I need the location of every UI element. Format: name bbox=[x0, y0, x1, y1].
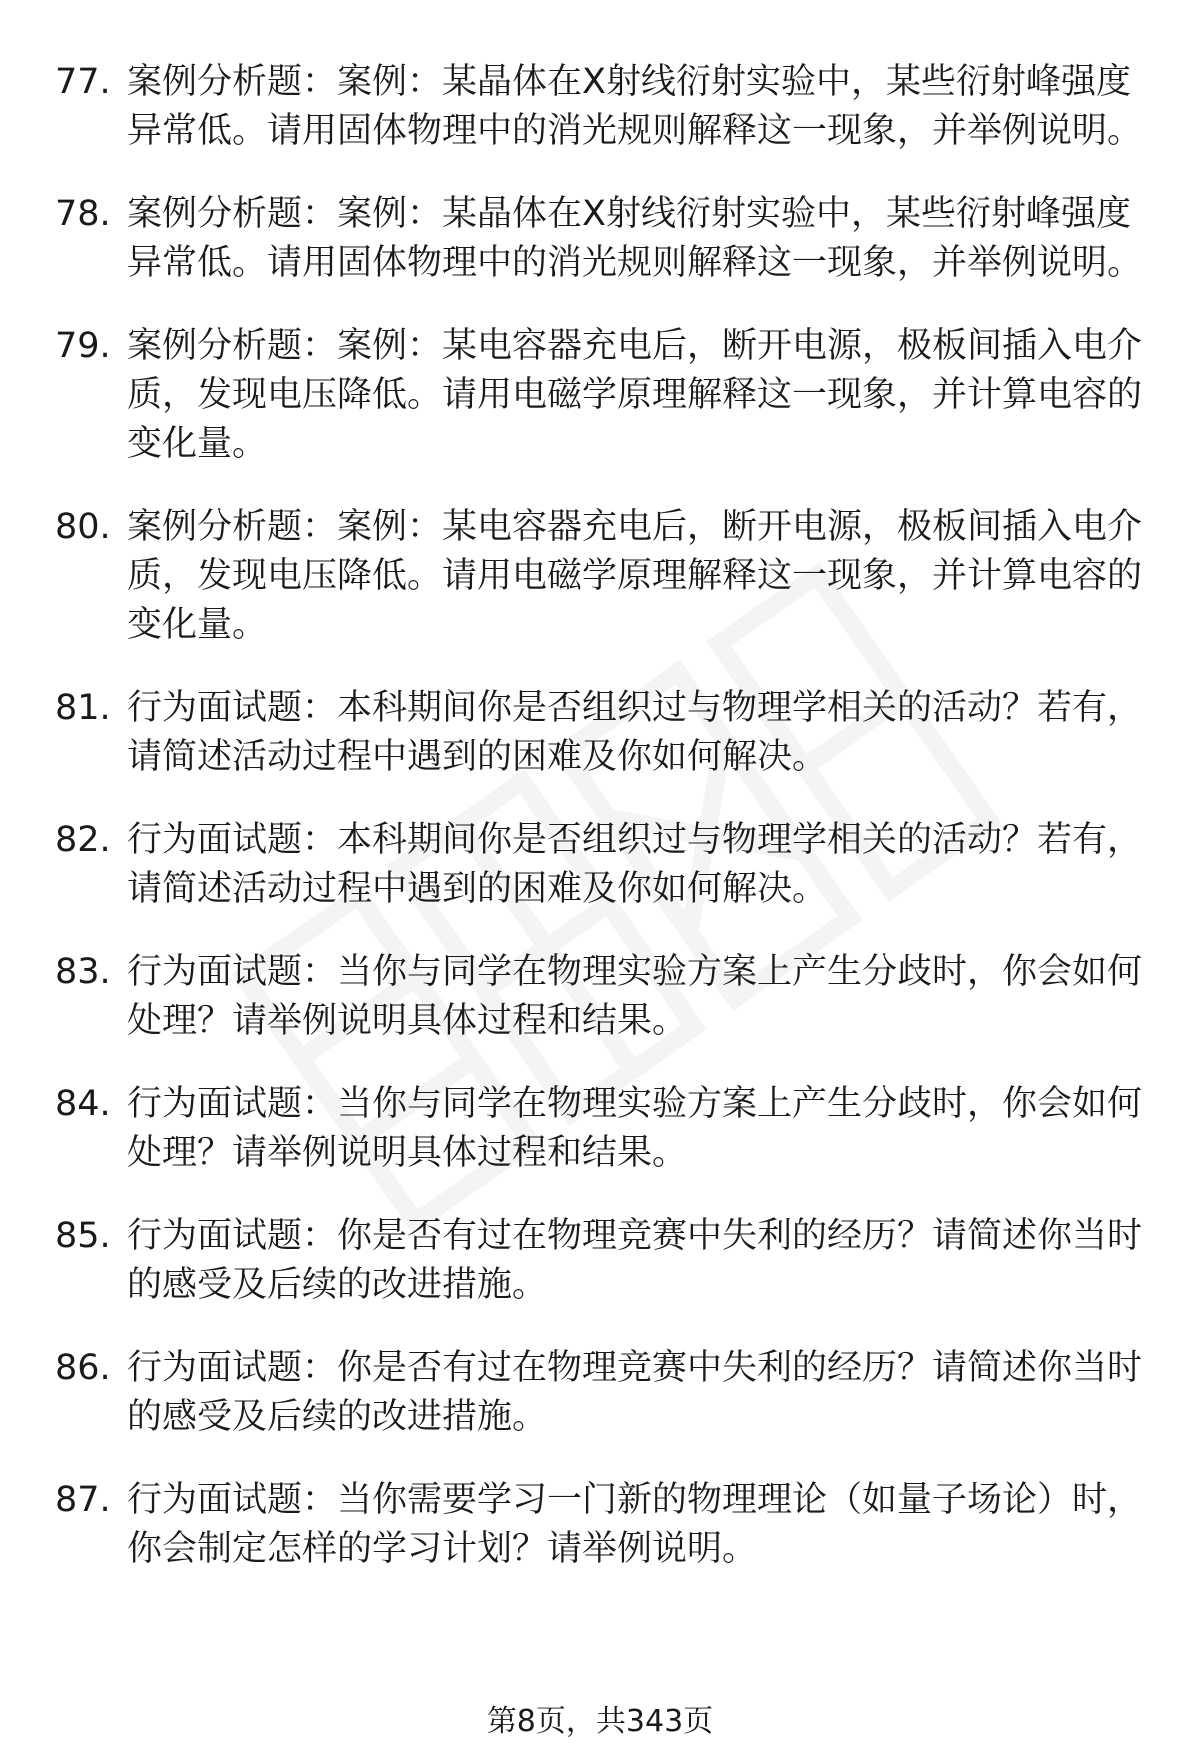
question-item bbox=[55, 58, 1145, 156]
question-number: 78. bbox=[55, 194, 111, 234]
question-number: 87. bbox=[55, 1480, 111, 1520]
question-number: 80. bbox=[55, 507, 111, 547]
question-number: 77. bbox=[55, 62, 111, 102]
question-text: 案例分析题：案例：某晶体在X射线衍射实验中，某些衍射峰强度异常低。请用固体物理中的消光规则解释这一现象，并举例说明。 bbox=[127, 194, 1143, 283]
question-number: 82. bbox=[55, 820, 111, 860]
question-item bbox=[55, 1212, 1145, 1310]
question-number: 85. bbox=[55, 1216, 111, 1256]
question-text: 行为面试题：本科期间你是否组织过与物理学相关的活动？若有，请简述活动过程中遇到的困难及你如何解决。 bbox=[127, 820, 1143, 909]
question-number: 83. bbox=[55, 952, 111, 992]
question-number: 86. bbox=[55, 1348, 111, 1388]
question-list bbox=[55, 58, 1145, 1608]
question-text: 行为面试题：当你与同学在物理实验方案上产生分歧时，你会如何处理？请举例说明具体过程和结果。 bbox=[127, 952, 1143, 1041]
question-text: 行为面试题：当你需要学习一门新的物理理论（如量子场论）时，你会制定怎样的学习计划？请举例说明。 bbox=[127, 1480, 1143, 1569]
page-footer bbox=[0, 1702, 1200, 1742]
question-number: 79. bbox=[55, 326, 111, 366]
question-item bbox=[55, 816, 1145, 914]
question-text: 案例分析题：案例：某晶体在X射线衍射实验中，某些衍射峰强度异常低。请用固体物理中的消光规则解释这一现象，并举例说明。 bbox=[127, 62, 1143, 151]
question-text: 行为面试题：你是否有过在物理竞赛中失利的经历？请简述你当时的感受及后续的改进措施。 bbox=[127, 1216, 1143, 1305]
question-number: 84. bbox=[55, 1084, 111, 1124]
question-item bbox=[55, 1344, 1145, 1442]
question-number: 81. bbox=[55, 688, 111, 728]
question-item bbox=[55, 322, 1145, 469]
question-item bbox=[55, 684, 1145, 782]
question-item bbox=[55, 1476, 1145, 1574]
question-text: 案例分析题：案例：某电容器充电后，断开电源，极板间插入电介质，发现电压降低。请用电磁学原理解释这一现象，并计算电容的变化量。 bbox=[127, 326, 1143, 464]
question-text: 案例分析题：案例：某电容器充电后，断开电源，极板间插入电介质，发现电压降低。请用电磁学原理解释这一现象，并计算电容的变化量。 bbox=[127, 507, 1143, 645]
question-text: 行为面试题：你是否有过在物理竞赛中失利的经历？请简述你当时的感受及后续的改进措施。 bbox=[127, 1348, 1143, 1437]
question-item bbox=[55, 503, 1145, 650]
question-item bbox=[55, 948, 1145, 1046]
question-item bbox=[55, 1080, 1145, 1178]
question-text: 行为面试题：本科期间你是否组织过与物理学相关的活动？若有，请简述活动过程中遇到的困难及你如何解决。 bbox=[127, 688, 1143, 777]
question-item bbox=[55, 190, 1145, 288]
question-text: 行为面试题：当你与同学在物理实验方案上产生分歧时，你会如何处理？请举例说明具体过程和结果。 bbox=[127, 1084, 1143, 1173]
page-indicator: 第8页，共343页 bbox=[486, 1704, 714, 1739]
